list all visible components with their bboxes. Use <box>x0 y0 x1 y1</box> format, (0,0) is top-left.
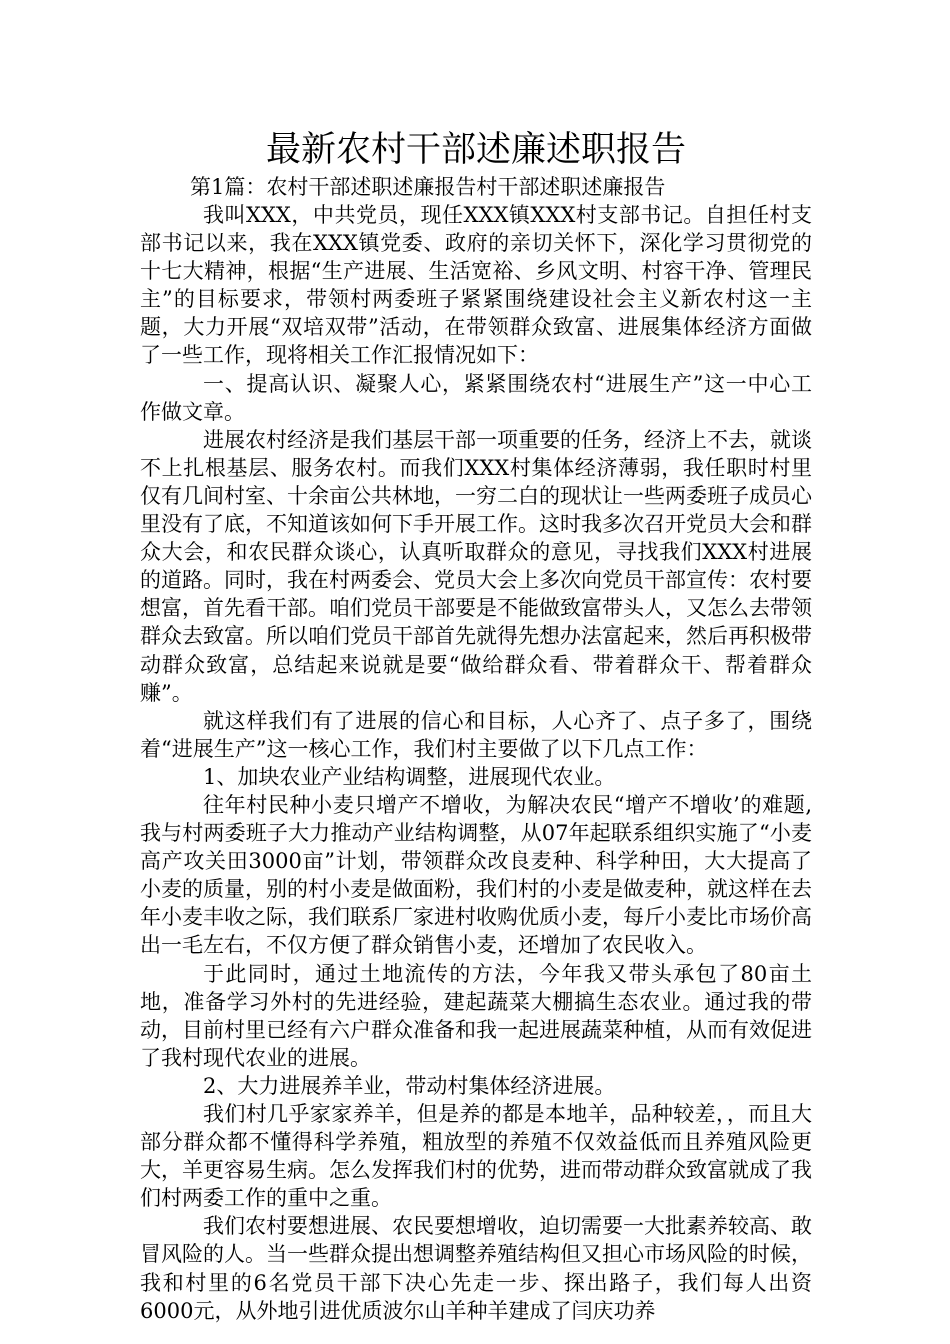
paragraph-intro: 我叫XXX，中共党员，现任XXX镇XXX村支部书记。自担任村支部书记以来，我在XXX镇党委、政府的亲切关怀下，深化学习贯彻党的十七大精神，根据“生产进展、生活宽裕、乡风文明、村容干净、管理民主”的目标要求，带领村两委班子紧紧围绕建设社会主义新农村这一主题，大力开展“双培双带”活动，在带领群众致富、进展集体经济方面做了一些工作，现将相关工作汇报情况如下： <box>140 203 812 368</box>
document-title: 最新农村干部述廉述职报告 <box>265 130 686 170</box>
paragraph-confidence: 就这样我们有了进展的信心和目标，人心齐了、点子多了，围绕着“进展生产”这一核心工作，我们村主要做了以下几点工作： <box>140 708 812 761</box>
paragraph-wheat: 往年村民种小麦只增产不增收，为解决农民“增产不增收’的难题,我与村两委班子大力推动产业结构调整，从07年起联系组织实施了“小麦高产攻关田3000亩”计划，带领群众改良麦种、科学种田，大大提高了小麦的质量，别的村小麦是做面粉，我们村的小麦是做麦种，就这样在去年小麦丰收之际，我们联系厂家进村收购优质小麦，每斤小麦比市场价高出一毛左右，不仅方便了群众销售小麦，还增加了农民收入。 <box>140 792 812 958</box>
section-heading-1: 一、提高认识、凝聚人心，紧紧围绕农村“进展生产”这一中心工作做文章。 <box>140 371 812 424</box>
paragraph-economy: 进展农村经济是我们基层干部一项重要的任务，经济上不去，就谈不上扎根基层、服务农村。而我们XXX村集体经济薄弱，我任职时村里仅有几间村室、十余亩公共林地，一穷二白的现状让一些两委班子成员心里没有了底，不知道该如何下手开展工作。这时我多次召开党员大会和群众大会，和农民群众谈心，认真听取群众的意见，寻找我们XXX村进展的道路。同时，我在村两委会、党员大会上多次向党员干部宣传：农村要想富，首先看干部。咱们党员干部要是不能做致富带头人，又怎么去带领群众去致富。所以咱们党员干部首先就得先想办法富起来，然后再积极带动群众致富，总结起来说就是要“做给群众看、带着群众干、帮着群众赚”。 <box>140 427 812 705</box>
document-subtitle: 第1篇：农村干部述职述廉报告村干部述职述廉报告 <box>190 175 666 199</box>
paragraph-investment: 我们农村要想进展、农民要想增收，迫切需要一大批素养较高、敢冒风险的人。当一些群众提出想调整养殖结构但又担心市场风险的时候，我和村里的6名党员干部下决心先走一步、探出路子，我们每人出资6000元，从外地引进优质波尔山羊种羊建成了闫庆功养 <box>140 1214 812 1323</box>
document-page <box>140 128 812 1325</box>
subsection-heading-2: 2、大力进展养羊业，带动村集体经济进展。 <box>203 1073 616 1098</box>
paragraph-land: 于此同时，通过土地流传的方法，今年我又带头承包了80亩土地，准备学习外村的先进经验，建起蔬菜大棚搞生态农业。通过我的带动，目前村里已经有六户群众准备和我一起进展蔬菜种植，从而有效促进了我村现代农业的进展。 <box>140 961 812 1070</box>
subsection-heading-1: 1、加块农业产业结构调整，进展现代农业。 <box>203 764 616 789</box>
paragraph-sheep: 我们村几乎家家养羊，但是养的都是本地羊，品种较差，，而且大部分群众都不懂得科学养殖，粗放型的养殖不仅效益低而且养殖风险更大，羊更容易生病。怎么发挥我们村的优势，进而带动群众致富就成了我们村两委工作的重中之重。 <box>140 1102 812 1211</box>
